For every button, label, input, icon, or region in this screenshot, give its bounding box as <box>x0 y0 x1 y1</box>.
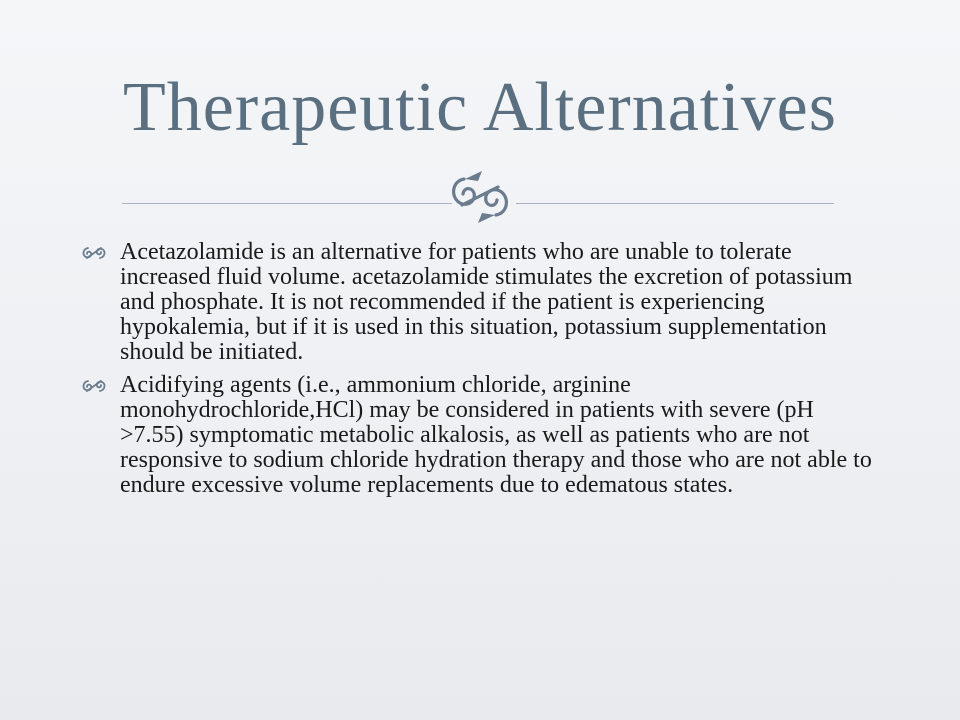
bullet-text: Acidifying agents (i.e., ammonium chloride, arginine monohydrochloride,HCl) may be considered in patients with severe (pH >7.55) symptomatic metabolic alkalosis, as well as patients who are not responsive to sodium chloride hydration therapy and those who are not able to endure excessive volume replacements due to edematous states. <box>120 372 872 498</box>
flourish-bullet-icon <box>80 244 108 262</box>
title-divider-right <box>516 203 834 204</box>
slide-title: Therapeutic Alternatives <box>123 69 837 146</box>
bullet-list <box>80 240 880 498</box>
title-divider-left <box>122 203 452 204</box>
flourish-bullet-icon <box>80 377 108 395</box>
bullet-item <box>80 373 880 498</box>
bullet-item <box>80 240 880 365</box>
bullet-text: Acetazolamide is an alternative for patients who are unable to tolerate increased fluid volume. acetazolamide stimulates the excretion of potassium and phosphate. It is not recommended if the patient is experiencing hypokalemia, but if it is used in this situation, potassium supplementation should be initiated. <box>120 239 853 365</box>
slide-content <box>80 240 880 506</box>
flourish-icon <box>442 165 518 229</box>
